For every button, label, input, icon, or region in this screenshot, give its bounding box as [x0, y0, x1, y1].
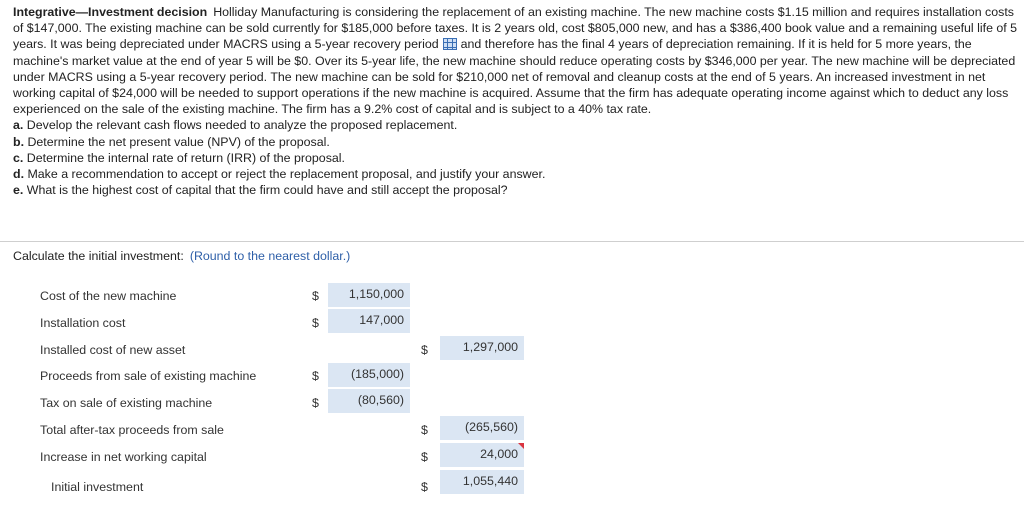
currency-symbol: $ [312, 316, 319, 330]
currency-symbol: $ [421, 480, 428, 494]
currency-symbol: $ [421, 450, 428, 464]
task-letter: e. [13, 183, 24, 198]
row-label-tax-on-sale: Tax on sale of existing machine [40, 396, 213, 410]
input-installed-cost[interactable]: 1,297,000 [440, 336, 524, 360]
input-net-working-capital[interactable]: 24,000 [440, 443, 524, 467]
currency-symbol: $ [421, 343, 428, 357]
row-label-installed-cost: Installed cost of new asset [40, 343, 186, 357]
task-letter: b. [13, 134, 25, 149]
section-divider [0, 241, 1024, 242]
row-label-installation-cost: Installation cost [40, 316, 126, 330]
rounding-hint: (Round to the nearest dollar.) [189, 249, 351, 263]
problem-statement [13, 4, 1021, 198]
problem-body-part1: Holliday Manufacturing is considering the replacement of an existing machine. The new machine costs $1.15 million and requires installation costs of $147,000. The existing machine can be sold currently for $185,000 before taxes. It is 2 years old, cost $805,000 new, and has a $386,400 book value and a remaining useful life of 5 years. It was being depreciated under MACRS using a 5-year recovery period [13, 5, 1018, 52]
row-label-initial-investment: Initial investment [51, 480, 144, 494]
row-label-cost-new-machine: Cost of the new machine [40, 289, 177, 303]
input-tax-on-sale[interactable]: (80,560) [328, 389, 410, 413]
currency-symbol: $ [421, 423, 428, 437]
input-installation-cost[interactable]: 147,000 [328, 309, 410, 333]
task-letter: c. [13, 150, 24, 165]
task-letter: d. [13, 167, 25, 182]
input-initial-investment[interactable]: 1,055,440 [440, 470, 524, 494]
input-proceeds-sale[interactable]: (185,000) [328, 363, 410, 387]
problem-paragraph [13, 4, 1021, 117]
row-label-after-tax-proceeds: Total after-tax proceeds from sale [40, 423, 224, 437]
instruction-text: Calculate the initial investment: [13, 249, 184, 263]
task-item-b [13, 134, 1021, 150]
task-item-d [13, 166, 1021, 182]
task-item-c [13, 150, 1021, 166]
task-letter: a. [13, 118, 24, 133]
row-label-proceeds-sale: Proceeds from sale of existing machine [40, 369, 257, 383]
task-list [13, 117, 1021, 198]
row-label-net-working-capital: Increase in net working capital [40, 450, 207, 464]
task-item-e [13, 182, 1021, 198]
currency-symbol: $ [312, 396, 319, 410]
currency-symbol: $ [312, 289, 319, 303]
currency-symbol: $ [312, 369, 319, 383]
input-after-tax-proceeds[interactable]: (265,560) [440, 416, 524, 440]
table-grid-icon[interactable] [443, 38, 457, 50]
input-cost-new-machine[interactable]: 1,150,000 [328, 283, 410, 307]
task-text: Make a recommendation to accept or reject the replacement proposal, and justify your answer. [27, 167, 546, 182]
task-item-a [13, 117, 1021, 133]
task-text: Determine the internal rate of return (IRR) of the proposal. [26, 150, 345, 165]
problem-title: Integrative—Investment decision [13, 5, 208, 19]
task-text: Develop the relevant cash flows needed to analyze the proposed replacement. [26, 118, 458, 133]
task-text: What is the highest cost of capital that the firm could have and still accept the proposal? [26, 183, 508, 198]
instruction-line [13, 249, 350, 263]
task-text: Determine the net present value (NPV) of the proposal. [27, 134, 330, 149]
problem-body-part2: and therefore has the final 4 years of depreciation remaining. If it is held for 5 more years, the machine's market value at the end of year 5 will be $0. Over its 5-year life, the new machine should reduce operating costs by $346,000 per year. The new machine will be depreciated under MACRS using a 5-year recovery period. The new machine can be sold for $210,000 net of removal and cleanup costs at the end of 5 years. An increased investment in net working capital of $24,000 will be needed to support operations if the new machine is acquired. Assume that the firm has adequate operating income against which to deduct any loss experienced on the sale of the existing machine. The firm has a 9.2% cost of capital and is subject to a 40% tax rate. [13, 37, 1016, 117]
